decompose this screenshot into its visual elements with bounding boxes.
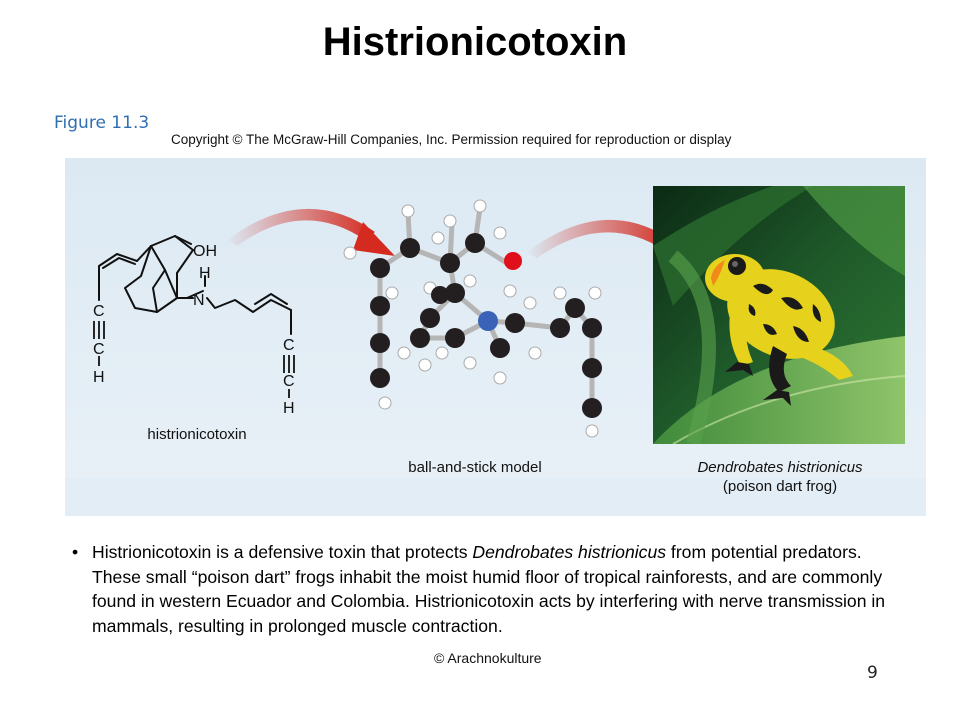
bullet-text-pre: Histrionicotoxin is a defensive toxin that protects — [92, 542, 473, 562]
structure-caption: histrionicotoxin — [147, 426, 247, 443]
nitrogen-atom — [478, 311, 498, 331]
oxygen-atom — [504, 252, 522, 270]
label-c4: C — [283, 373, 295, 390]
copyright-notice: Copyright © The McGraw-Hill Companies, Inc. Permission required for reproduction or display — [171, 132, 732, 147]
bullet-dot-icon: • — [72, 542, 79, 562]
bullet-item — [72, 540, 912, 638]
figure-panel — [65, 158, 926, 516]
label-c2: C — [93, 341, 105, 358]
label-h-left: H — [93, 369, 105, 386]
figure-label: Figure 11.3 — [54, 113, 150, 133]
bullet-species: Dendrobates histrionicus — [472, 542, 667, 562]
photo-caption-common: (poison dart frog) — [722, 478, 838, 495]
photo-caption-species: Dendrobates histrionicus — [697, 459, 863, 476]
watermark-credit: © Arachnokulture — [434, 650, 542, 666]
ball-and-stick-model — [330, 193, 630, 463]
label-c3: C — [283, 337, 295, 354]
label-c1: C — [93, 303, 105, 320]
model-caption: ball-and-stick model — [408, 459, 542, 476]
bullet-text-post: from potential predators. These small “poison dart” frogs inhabit the moist humid floor of tropical rainforests, and are commonly found in western Ecuador and Colombia. Histrionicotoxin acts by interfering with nerve transmission in mammals, resulting in prolonged muscle contraction. — [92, 542, 886, 636]
slide-title: Histrionicotoxin — [322, 20, 628, 64]
label-h-top: H — [199, 265, 211, 282]
label-n: N — [193, 292, 205, 309]
frog-photo — [653, 186, 905, 444]
page-number: 9 — [867, 663, 878, 683]
label-oh: OH — [193, 243, 217, 260]
label-h-right: H — [283, 400, 295, 417]
bullet-text — [92, 540, 912, 638]
